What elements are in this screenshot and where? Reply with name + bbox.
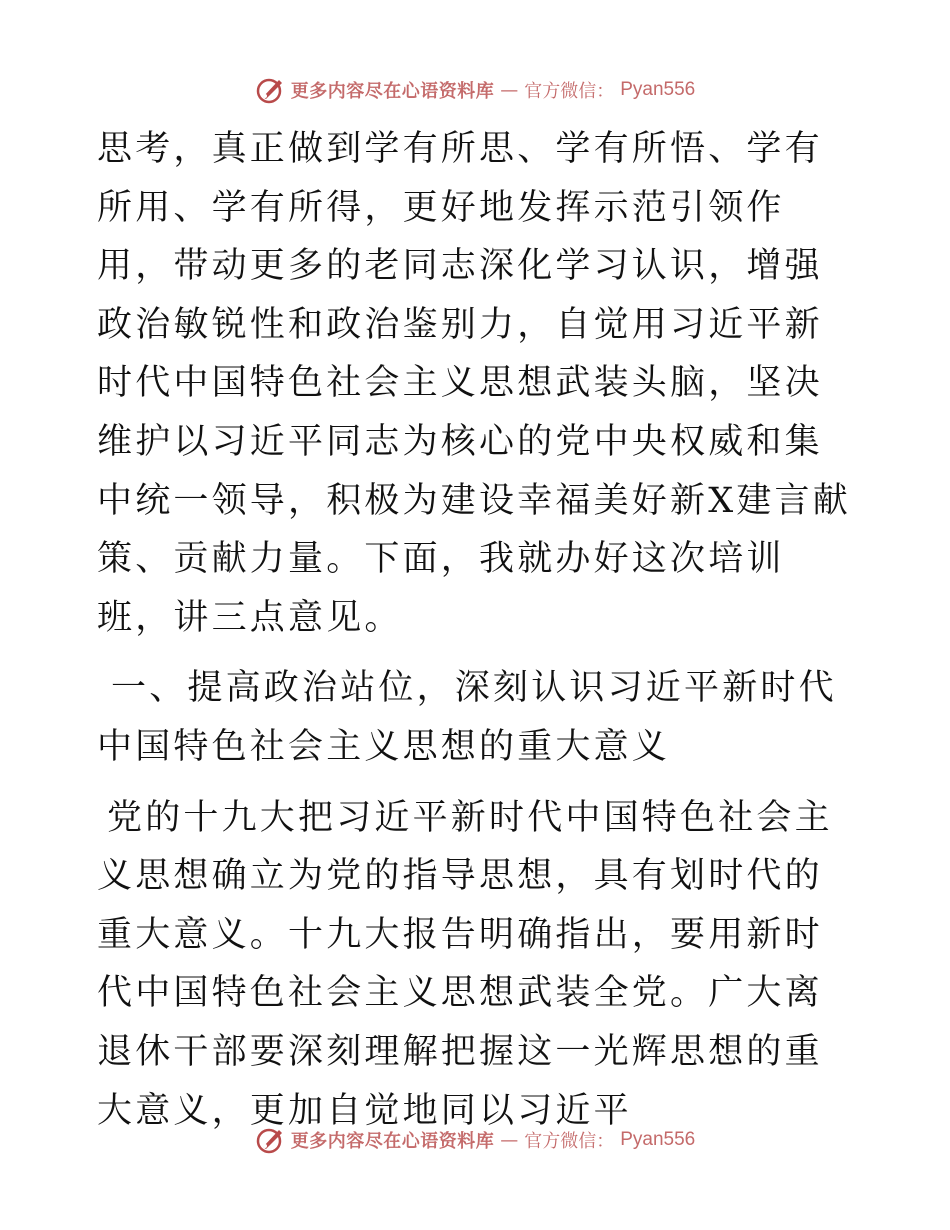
paragraph-intro: 思考，真正做到学有所思、学有所悟、学有所用、学有所得，更好地发挥示范引领作用，带动更多的老同志深化学习认识，增强政治敏锐性和政治鉴别力，自觉用习近平新时代中国特色社会主义思想武装头脑，坚决维护以习近平同志为核心的党中央权威和集中统一领导，积极为建设幸福美好新X建言献策、贡献力量。下面，我就办好这次培训班，讲三点意见。 xyxy=(97,129,851,638)
header-watermark xyxy=(0,70,950,110)
paragraph-section-1: 党的十九大把习近平新时代中国特色社会主义思想确立为党的指导思想，具有划时代的重大意义。十九大报告明确指出，要用新时代中国特色社会主义思想武装全党。广大离退休干部要深刻理解把握这一光辉思想的重大意义，更加自觉地同以习近平 xyxy=(97,797,833,1131)
quill-logo-icon xyxy=(255,1125,285,1155)
watermark-wechat-id: Pyan556 xyxy=(620,1129,696,1150)
section-heading-1: 一、提高政治站位，深刻认识习近平新时代中国特色社会主义思想的重大意义 xyxy=(97,668,837,767)
footer-watermark xyxy=(0,1120,950,1160)
watermark-dash: — xyxy=(500,1129,519,1151)
watermark-wechat-label: 官方微信： xyxy=(524,1131,615,1152)
quill-logo-icon xyxy=(255,75,285,105)
document-body xyxy=(97,120,857,1140)
watermark-wechat-label: 官方微信： xyxy=(524,81,615,102)
watermark-site-name: 更多内容尽在心语资料库 xyxy=(290,81,495,102)
watermark-wechat-id: Pyan556 xyxy=(620,79,696,100)
watermark-site-name: 更多内容尽在心语资料库 xyxy=(290,1131,495,1152)
watermark-dash: — xyxy=(500,79,519,101)
